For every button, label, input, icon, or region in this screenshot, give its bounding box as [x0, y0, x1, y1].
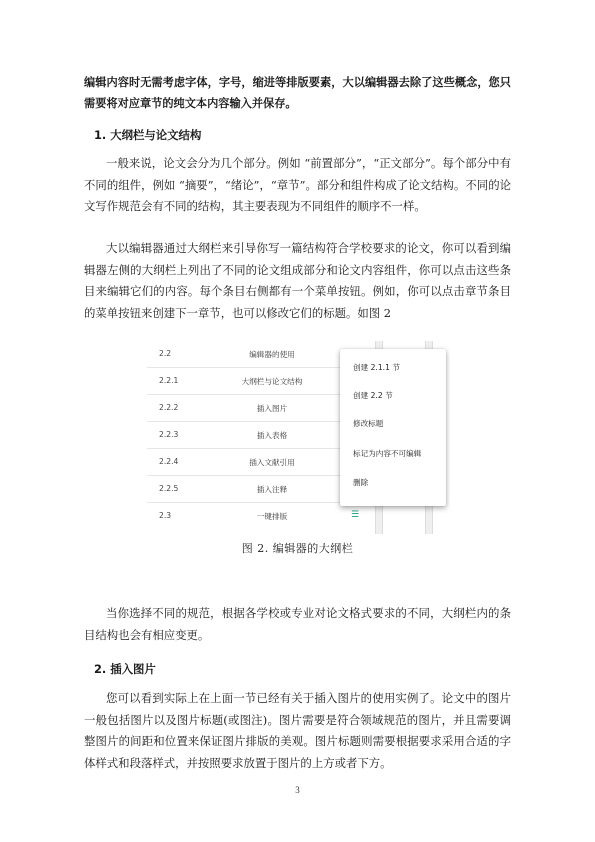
section-2-paragraph-1: 您可以看到实际上在上面一节已经有关于插入图片的使用实例了。论文中的图片一般包括图片以及图片标题(或图注)。图片需要是符合领域规范的图片，并且需要调整图片的间距和位置来保证图片排版的美观。图片标题则需要根据要求采用合适的字体样式和段落样式，并按照要求放置于图片的上方或者下方。	[84, 691, 511, 770]
outline-item-title: 插入图片	[256, 404, 288, 413]
context-menu	[340, 349, 446, 506]
outline-item[interactable]	[147, 503, 372, 529]
outline-item[interactable]	[147, 449, 372, 476]
outline-item-number: 2.3	[159, 511, 172, 520]
intro-paragraph: 编辑内容时无需考虑字体，字号，缩进等排版要素，大以编辑器去除了这些概念，您只需要将对应章节的纯文本内容输入并保存。	[84, 76, 511, 110]
outline-panel	[147, 341, 372, 534]
outline-item-title: 插入表格	[256, 431, 288, 440]
outline-item[interactable]	[147, 422, 372, 449]
outline-item-number: 2.2.2	[159, 403, 179, 412]
outline-item-number: 2.2.5	[159, 484, 179, 493]
menu-item-create-section[interactable]: 创建 2.2 节	[353, 391, 393, 400]
outline-item-number: 2.2.4	[159, 457, 179, 466]
outline-item-title: 插入注释	[256, 485, 288, 494]
menu-item-create-subsection[interactable]: 创建 2.1.1 节	[353, 363, 400, 372]
outline-item[interactable]	[147, 368, 372, 395]
outline-item-number: 2.2	[159, 349, 172, 358]
section-1-paragraph-2: 大以编辑器通过大纲栏来引导你写一篇结构符合学校要求的论文，你可以看到编辑器左侧的大纲栏上列出了不同的论文组成部分和论文内容组件，你可以点击这些条目来编辑它们的内容。每个条目右侧都有一个菜单按钮。例如，你可以点击章节条目的菜单按钮来创建下一章节，也可以修改它们的标题。如图 2	[84, 241, 511, 320]
menu-item-mark-readonly[interactable]: 标记为内容不可编辑	[353, 449, 422, 458]
section-2-heading: 2. 插入图片	[94, 662, 156, 676]
outline-item-title: 一键排版	[256, 512, 288, 521]
page-number: 3	[295, 785, 300, 795]
outline-item-title: 大纲栏与论文结构	[241, 377, 303, 386]
outline-item[interactable]	[147, 476, 372, 503]
outline-item[interactable]	[147, 341, 372, 368]
outline-item[interactable]	[147, 395, 372, 422]
outline-figure	[147, 341, 450, 534]
menu-item-edit-title[interactable]: 修改标题	[353, 419, 384, 428]
section-1-paragraph-1: 一般来说，论文会分为几个部分。例如 “前置部分”，“正文部分”。每个部分中有不同的组件，例如 “摘要”，“绪论”，“章节”。部分和组件构成了论文结构。不同的论文写作规范会有不同的结构，其主要表现为不同组件的顺序不一样。	[84, 156, 511, 214]
figure-caption: 图 2. 编辑器的大纲栏	[241, 542, 354, 555]
list-menu-icon[interactable]: ☰	[351, 510, 360, 520]
paragraph-outline-change: 当你选择不同的规范，根据各学校或专业对论文格式要求的不同，大纲栏内的条目结构也会有相应变更。	[84, 606, 511, 642]
outline-item-title: 插入文献引用	[249, 458, 295, 467]
outline-item-title: 编辑器的使用	[249, 350, 295, 359]
outline-item-number: 2.2.1	[159, 376, 179, 385]
menu-item-delete[interactable]: 删除	[353, 478, 369, 487]
outline-item-number: 2.2.3	[159, 430, 179, 439]
section-1-heading: 1. 大纲栏与论文结构	[94, 128, 202, 142]
